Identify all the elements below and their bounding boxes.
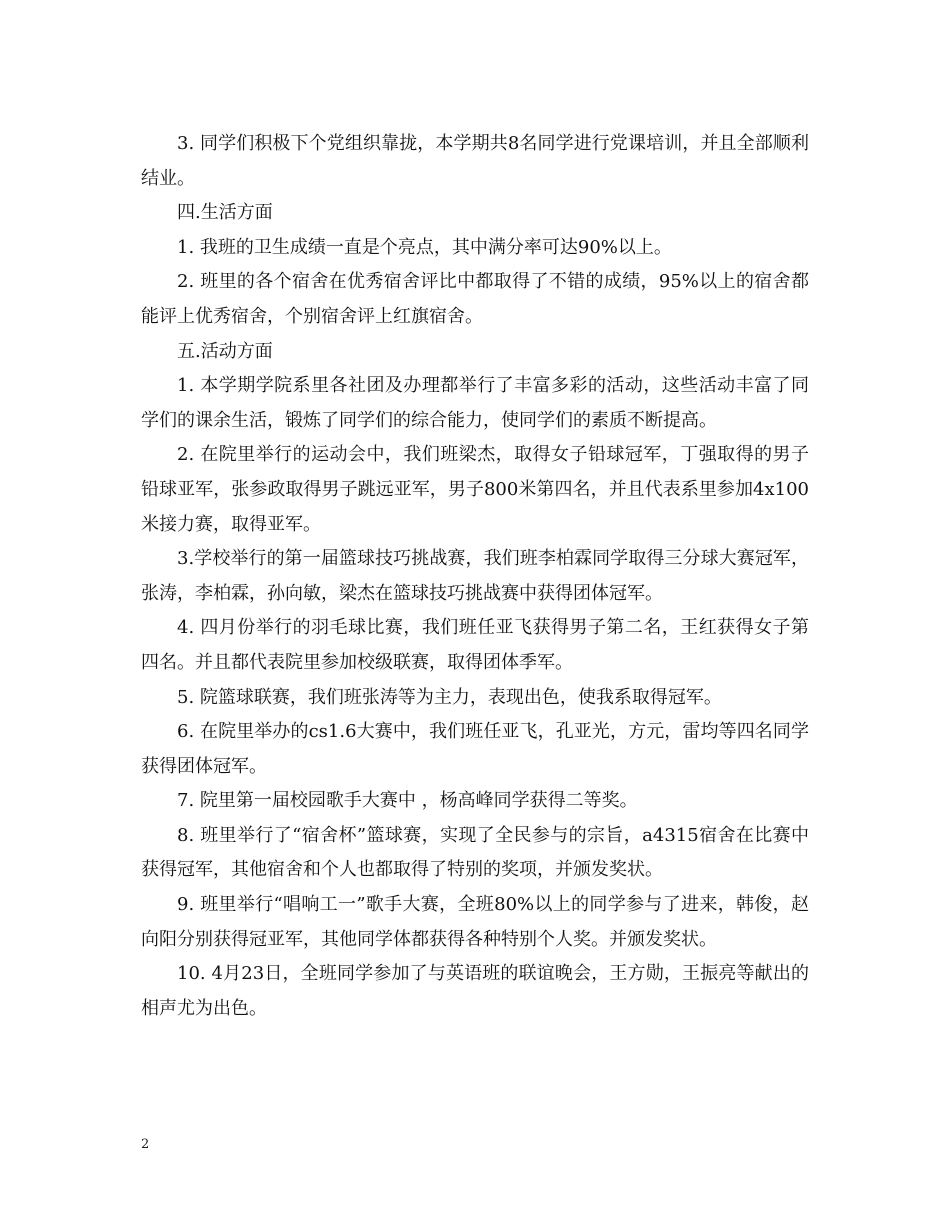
paragraph-club-activities: 1. 本学期学院系里各社团及办理都举行了丰富多彩的活动，这些活动丰富了同学们的课余生活，锻炼了同学们的综合能力，使同学们的素质不断提高。 — [141, 375, 809, 431]
paragraph-class-singer-contest: 9. 班里举行“唱响工一”歌手大赛，全班80%以上的同学参与了进来，韩俊，赵向阳分别获得冠亚军，其他同学体都获得各种特别个人奖。并颁发奖状。 — [141, 894, 809, 950]
paragraph-dorm-cup: 8. 班里举行了“宿舍杯”篮球赛，实现了全民参与的宗旨，a4315宿舍在比赛中获得冠军，其他宿舍和个人也都取得了特别的奖项，并颁发奖状。 — [141, 824, 809, 881]
section-heading-life: 四.生活方面 — [177, 202, 273, 224]
paragraph-dorm-evaluation: 2. 班里的各个宿舍在优秀宿舍评比中都取得了不错的成绩，95%以上的宿舍都能评上优秀宿舍，个别宿舍评上红旗宿舍。 — [141, 271, 809, 327]
paragraph-badminton: 4. 四月份举行的羽毛球比赛，我们班任亚飞获得男子第二名，王红获得女子第四名。并且都代表院里参加校级联赛，取得团体季军。 — [141, 617, 809, 673]
section-heading-activities: 五.活动方面 — [177, 340, 273, 362]
paragraph-party-training: 3. 同学们积极下个党组织靠拢，本学期共8名同学进行党课培训，并且全部顺利结业。 — [141, 133, 809, 189]
paragraph-sports-meet: 2. 在院里举行的运动会中，我们班梁杰，取得女子铅球冠军，丁强取得的男子铅球亚军，张参政取得男子跳远亚军，男子800米第四名，并且代表系里参加4x100米接力赛，取得亚军。 — [141, 444, 809, 535]
paragraph-hygiene: 1. 我班的卫生成绩一直是个亮点，其中满分率可达90%以上。 — [177, 236, 672, 258]
paragraph-basketball-league: 5. 院篮球联赛，我们班张涛等为主力，表现出色，使我系取得冠军。 — [177, 686, 722, 708]
page-number: 2 — [141, 1137, 150, 1152]
document-body — [141, 127, 809, 1026]
paragraph-party-evening: 10. 4月23日，全班同学参加了与英语班的联谊晚会，王方勋，王振亮等献出的相声尤为出色。 — [141, 963, 809, 1019]
paragraph-cs-contest: 6. 在院里举办的cs1.6大赛中，我们班任亚飞，孔亚光，方元，雷均等四名同学获得团体冠军。 — [141, 721, 809, 777]
paragraph-singer-contest: 7. 院里第一届校园歌手大赛中 ，杨高峰同学获得二等奖。 — [177, 790, 638, 812]
paragraph-basketball-challenge: 3.学校举行的第一届篮球技巧挑战赛，我们班李柏霖同学取得三分球大赛冠军，张涛，李柏霖，孙向敏，梁杰在篮球技巧挑战赛中获得团体冠军。 — [141, 548, 809, 604]
